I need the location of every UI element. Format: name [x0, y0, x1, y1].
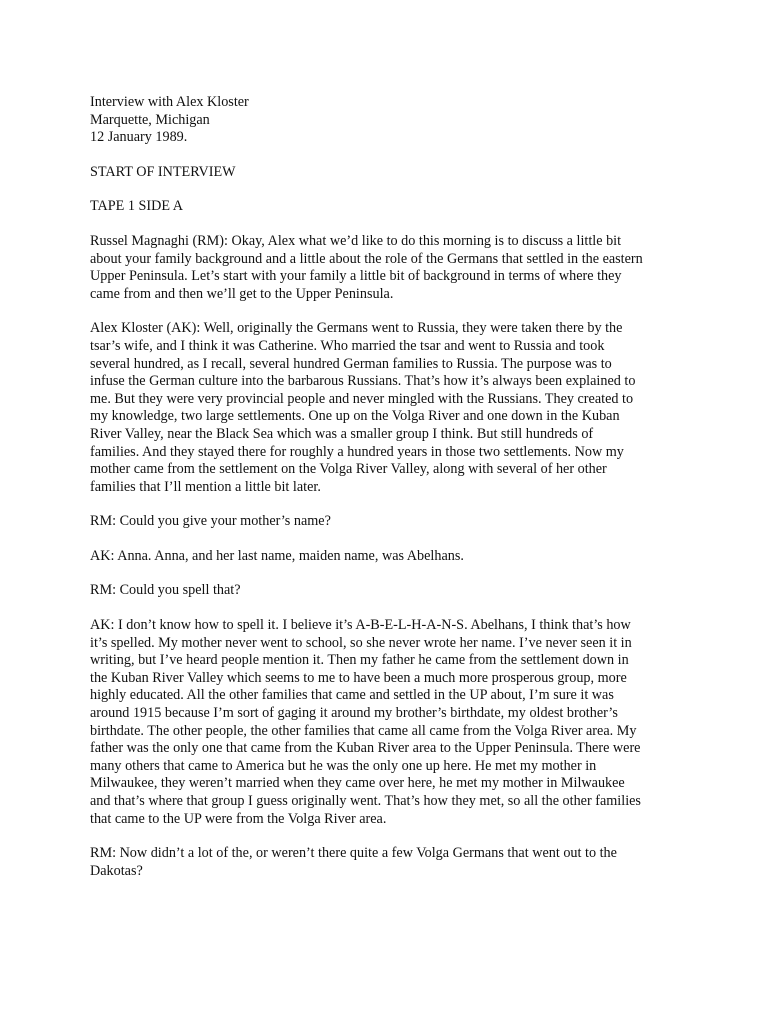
- transcript-paragraphs: [90, 233, 686, 880]
- transcript-line: tsar’s wife, and I think it was Catherine. Who married the tsar and went to Russia and took: [90, 337, 605, 354]
- transcript-line: RM: Now didn’t a lot of the, or weren’t there quite a few Volga Germans that went out to the: [90, 845, 617, 862]
- transcript-line: Dakotas?: [90, 862, 143, 879]
- transcript-line: Russel Magnaghi (RM): Okay, Alex what we’d like to do this morning is to discuss a little bit: [90, 232, 622, 249]
- transcript-line: mother came from the settlement on the Volga River Valley, along with several of her other: [90, 461, 607, 478]
- transcript-line: writing, but I’ve heard people mention it. Then my father he came from the settlement down in: [90, 652, 629, 669]
- transcript-paragraph: [90, 233, 686, 303]
- interview-header: [90, 94, 686, 147]
- transcript-line: Upper Peninsula. Let’s start with your family a little bit of background in terms of where they: [90, 268, 622, 285]
- transcript-paragraph: [90, 617, 686, 828]
- transcript-paragraph: [90, 582, 686, 600]
- transcript-line: many others that came to America but he was the only one up here. He met my mother in: [90, 757, 597, 774]
- transcript-line: Alex Kloster (AK): Well, originally the Germans went to Russia, they were taken there by the: [90, 320, 623, 337]
- transcript-line: came from and then we’ll get to the Upper Peninsula.: [90, 285, 394, 302]
- transcript-line: it’s spelled. My mother never went to school, so she never wrote her name. I’ve never seen it in: [90, 634, 632, 651]
- transcript-line: around 1915 because I’m sort of gaging it around my brother’s birthdate, my oldest brother’s: [90, 705, 618, 722]
- transcript-line: infuse the German culture into the barbarous Russians. That’s how it’s always been explained to: [90, 373, 636, 390]
- transcript-paragraph: [90, 320, 686, 496]
- transcript-line: about your family background and a little about the role of the Germans that settled in the eastern: [90, 250, 643, 267]
- transcript-line: AK: I don’t know how to spell it. I believe it’s A-B-E-L-H-A-N-S. Abelhans, I think that’s how: [90, 617, 631, 634]
- document-body: [90, 94, 686, 897]
- transcript-paragraph: [90, 513, 686, 531]
- transcript-line: Milwaukee, they weren’t married when they came over here, he met my mother in Milwaukee: [90, 775, 625, 792]
- transcript-line: families that I’ll mention a little bit later.: [90, 478, 321, 495]
- header-title: Interview with Alex Kloster: [90, 94, 249, 110]
- transcript-line: River Valley, near the Black Sea which was a smaller group I think. But still hundreds of: [90, 425, 594, 442]
- header-date: 12 January 1989.: [90, 129, 188, 146]
- transcript-line: AK: Anna. Anna, and her last name, maiden name, was Abelhans.: [90, 547, 464, 564]
- transcript-paragraph: [90, 548, 686, 566]
- transcript-line: RM: Could you give your mother’s name?: [90, 513, 331, 530]
- transcript-line: me. But they were very provincial people and never mingled with the Russians. They created to: [90, 390, 634, 407]
- transcript-line: highly educated. All the other families that came and settled in the UP about, I’m sure it was: [90, 687, 614, 704]
- tape-label: [90, 198, 686, 216]
- transcript-line: the Kuban River Valley which seems to me to have been a much more prosperous group, more: [90, 669, 627, 686]
- transcript-line: birthdate. The other people, the other families that came all came from the Volga River area. My: [90, 722, 637, 739]
- start-of-interview-label: [90, 164, 686, 182]
- transcript-line: father was the only one that came from the Kuban River area to the Upper Peninsula. There were: [90, 740, 641, 757]
- transcript-line: my knowledge, two large settlements. One up on the Volga River and one down in the Kuban: [90, 408, 620, 425]
- start-label: START OF INTERVIEW: [90, 163, 236, 180]
- transcript-line: several hundred, as I recall, several hundred German families to Russia. The purpose was to: [90, 355, 612, 372]
- transcript-line: that came to the UP were from the Volga River area.: [90, 810, 387, 827]
- tape-side-label: TAPE 1 SIDE A: [90, 198, 184, 215]
- transcript-line: and that’s where that group I guess originally went. That’s how they met, so all the other families: [90, 793, 641, 809]
- transcript-paragraph: [90, 845, 686, 880]
- transcript-line: RM: Could you spell that?: [90, 582, 241, 599]
- header-location: Marquette, Michigan: [90, 111, 210, 128]
- transcript-line: families. And they stayed there for roughly a hundred years in those two settlements. Now my: [90, 443, 624, 460]
